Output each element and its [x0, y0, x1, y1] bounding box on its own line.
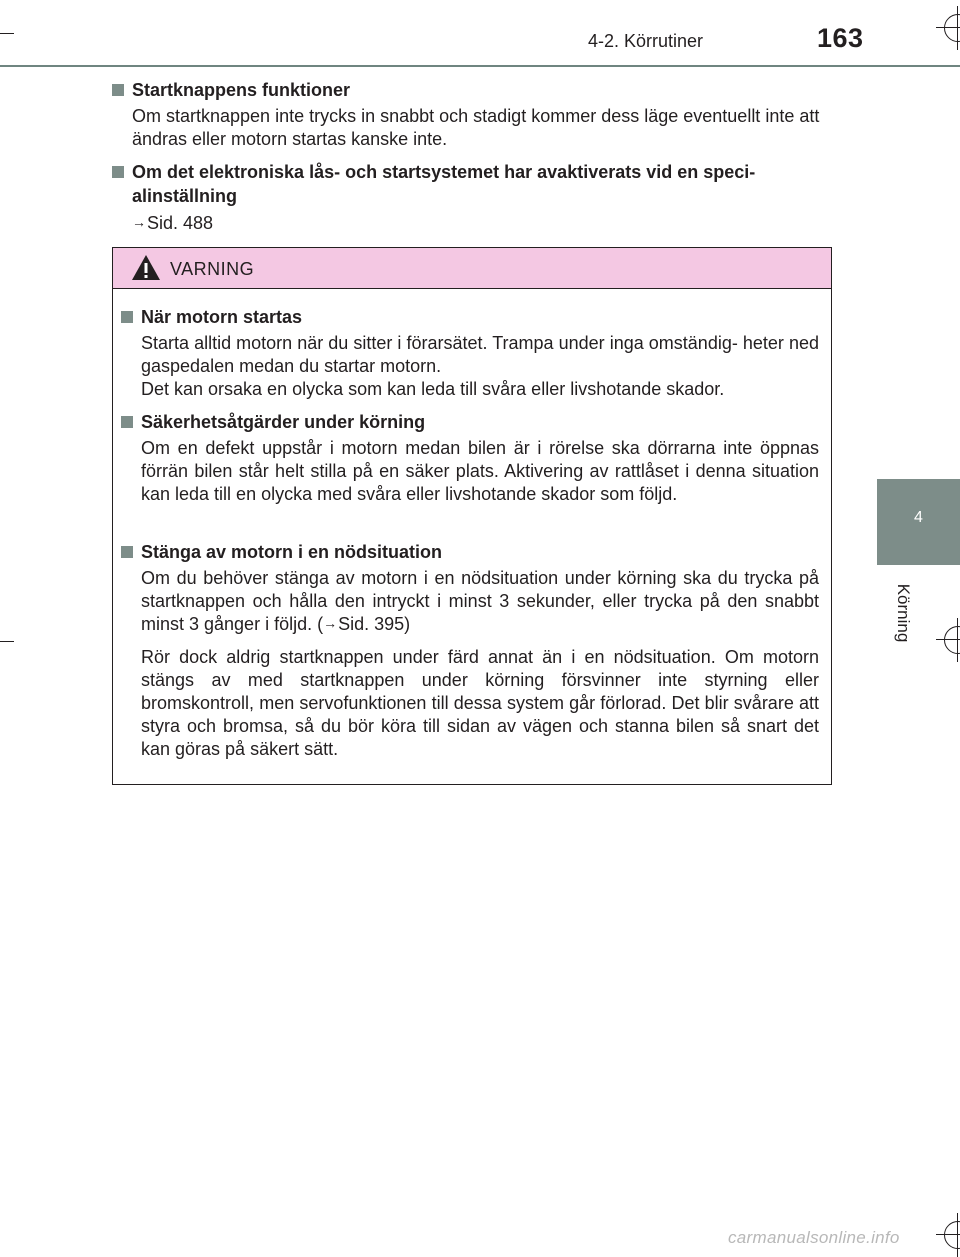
section-start-button-functions	[112, 78, 830, 151]
section-body: Om startknappen inte trycks in snabbt och stadigt kommer dess läge eventuellt inte att ändras eller motorn startas kanske inte.	[132, 106, 820, 149]
page-reference-text: Sid. 488	[147, 213, 214, 233]
warning-text: Om du behöver stänga av motorn i en nödsituation under körning ska du trycka på startknappen och hålla den intryckt i minst 3 sekunder, eller trycka på den snabbt minst 3 gånger i följd. (	[141, 568, 819, 634]
warning-item-heading-text: Säkerhetsåtgärder under körning	[141, 412, 426, 432]
section-heading	[112, 78, 830, 102]
registration-mark-icon	[944, 14, 960, 42]
warning-box	[112, 247, 832, 785]
warning-item-body	[121, 332, 819, 401]
warning-paragraph: Starta alltid motorn när du sitter i förarsätet. Trampa under inga omständig- heter ned gaspedalen medan du startar motorn.	[141, 333, 819, 376]
warning-item-safety-measures	[121, 410, 819, 506]
warning-triangle-icon	[131, 254, 161, 281]
warning-paragraph: Rör dock aldrig startknappen under färd annat än i en nödsituation. Om motorn stängs av med startknappen under körning försvinner inte styrning eller bromskontroll, men servofunktionen till dessa system går förlorad. Det blir svårare att styra och bromsa, så du bör köra till sidan av vägen och stanna bilen så snart det kan göras på säkert sätt.	[141, 647, 819, 759]
square-bullet-icon	[112, 166, 124, 178]
registration-mark-icon	[944, 1221, 960, 1249]
warning-item-heading-text: När motorn startas	[141, 307, 303, 327]
warning-paragraph: Om en defekt uppstår i motorn medan bilen är i rörelse ska dörrarna inte öppnas förrän bilen står helt stilla på en säker plats. Aktivering av rattlåset i denna situation kan leda till en olycka med svåra eller livshotande skador som följd.	[141, 438, 819, 504]
chapter-tab	[877, 479, 960, 565]
section-heading-text: Om det elektroniska lås- och startsystemet har avaktiverats vid en speci- alinställning	[132, 162, 756, 206]
chapter-number: 4	[914, 509, 923, 526]
running-header-section: 4-2. Körrutiner	[588, 31, 704, 51]
square-bullet-icon	[121, 311, 133, 323]
warning-item-body	[121, 437, 819, 506]
arrow-right-icon: →	[323, 615, 338, 631]
chapter-label: Körning	[894, 583, 913, 643]
warning-item-body	[121, 567, 819, 761]
header-rule	[0, 65, 960, 67]
crop-mark-icon	[0, 641, 14, 642]
section-heading-text: Startknappens funktioner	[132, 80, 351, 100]
page-reference-text[interactable]: Sid. 395)	[338, 614, 411, 634]
registration-mark-icon	[944, 626, 960, 654]
page-reference[interactable]	[112, 212, 830, 236]
warning-paragraph	[141, 567, 819, 637]
square-bullet-icon	[121, 546, 133, 558]
chapter-label-vertical	[892, 578, 914, 648]
page-number: 163	[817, 23, 864, 53]
crop-mark-icon	[0, 33, 14, 34]
arrow-right-icon: →	[132, 214, 146, 230]
warning-item-heading	[121, 540, 819, 564]
section-deactivated-system	[112, 160, 830, 236]
section-heading	[112, 160, 830, 208]
warning-header	[113, 248, 831, 289]
warning-paragraph: Det kan orsaka en olycka som kan leda till svåra eller livshotande skador.	[141, 379, 725, 399]
warning-title: VARNING	[170, 259, 255, 279]
warning-item-heading-text: Stänga av motorn i en nödsituation	[141, 542, 443, 562]
square-bullet-icon	[112, 84, 124, 96]
square-bullet-icon	[121, 416, 133, 428]
warning-item-heading	[121, 305, 819, 329]
warning-item-starting-engine	[121, 305, 819, 401]
warning-item-emergency-stop	[121, 540, 819, 761]
footer-watermark: carmanualsonline.info	[728, 1228, 900, 1247]
warning-item-heading	[121, 410, 819, 434]
